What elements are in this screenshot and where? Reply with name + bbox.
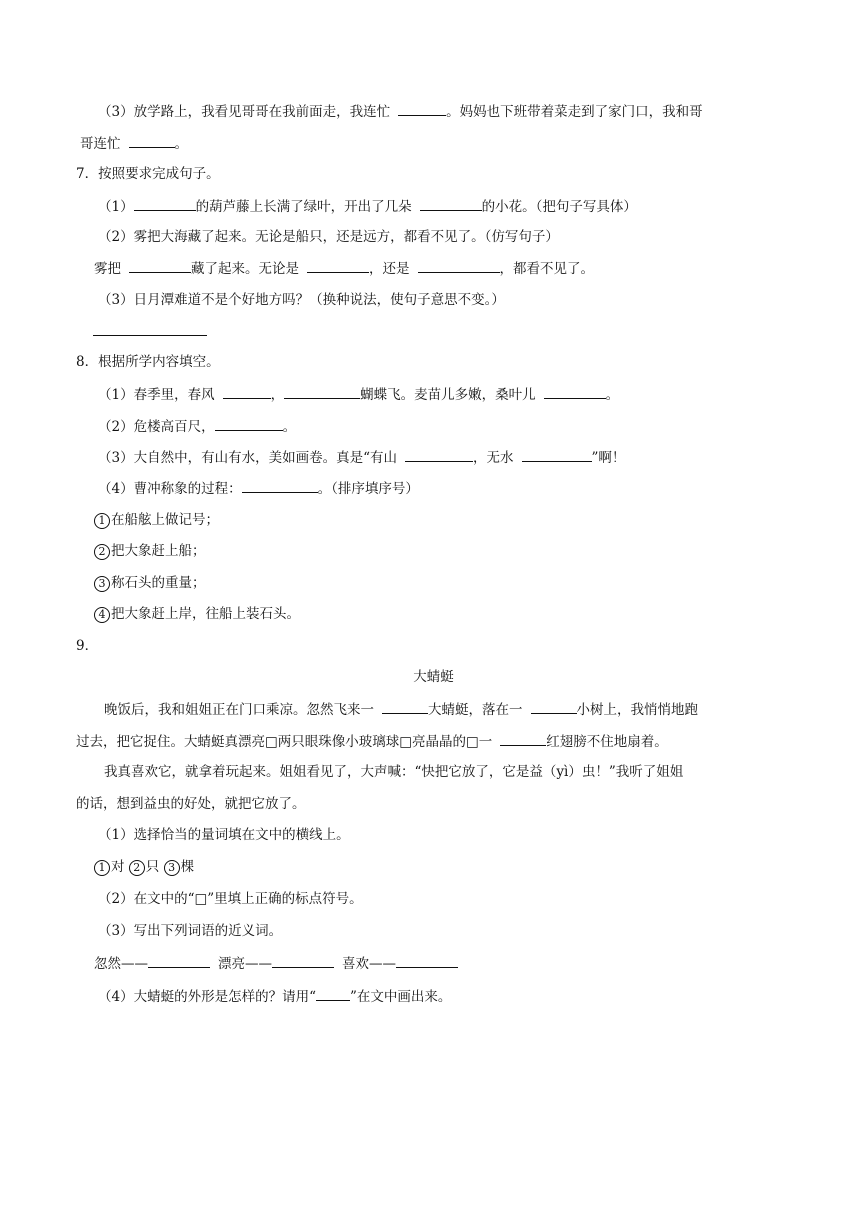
q6-item3-line1: （3）放学路上，我看见哥哥在我前面走，我连忙 。妈妈也下班带着菜走到了家门口，我和哥 (98, 101, 703, 122)
q7-item3-answer-line[interactable] (93, 335, 207, 336)
answer-blank[interactable] (522, 447, 592, 462)
answer-blank[interactable] (418, 258, 500, 273)
q8-item1: （1）春季里，春风 ， 蝴蝶飞。麦苗儿多嫩，桑叶儿 。 (98, 384, 619, 405)
passage-line: 我真喜欢它，就拿着玩起来。姐姐看见了，大声喊：“快把它放了，它是益（yì）虫！”我听了姐姐 (104, 764, 684, 780)
q8-heading: 8．根据所学内容填空。 (76, 354, 220, 370)
answer-blank[interactable] (223, 384, 271, 399)
answer-blank[interactable] (382, 699, 428, 714)
q8-option: 1 在船舷上做记号； (94, 510, 219, 530)
q8-item2: （2）危楼高百尺， 。 (98, 416, 296, 437)
answer-blank[interactable] (405, 447, 473, 462)
q8-item4: （4）曹冲称象的过程： 。（排序填序号） (98, 478, 419, 499)
answer-blank[interactable] (500, 731, 546, 746)
answer-blank[interactable] (420, 196, 482, 211)
q9-synonyms: 忽然—— 漂亮—— 喜欢—— (94, 953, 458, 974)
answer-blank[interactable] (134, 196, 196, 211)
q7-heading: 7．按照要求完成句子。 (76, 166, 220, 182)
answer-blank[interactable] (215, 416, 283, 431)
answer-blank[interactable] (531, 699, 577, 714)
answer-blank[interactable] (129, 133, 175, 148)
q6-item3-line2: 哥连忙 。 (80, 133, 188, 154)
q8-option: 4 把大象赶上岸，往船上装石头。 (94, 604, 300, 624)
q9-choices: 1 对 2 只 3 棵 (94, 857, 194, 877)
passage-line: 的话，想到益虫的好处，就把它放了。 (76, 796, 306, 812)
answer-blank[interactable] (272, 953, 334, 968)
passage-title: 大蜻蜓 (413, 669, 454, 685)
answer-blank[interactable] (544, 384, 606, 399)
q9-item2: （2）在文中的“□”里填上正确的标点符号。 (98, 891, 363, 907)
answer-blank[interactable] (148, 953, 210, 968)
passage-line: 过去，把它捉住。大蜻蜓真漂亮□两只眼珠像小玻璃球□亮晶晶的□一 红翅膀不住地扇着。 (76, 731, 668, 752)
q9-item4: （4）大蜻蜓的外形是怎样的？请用“ ”在文中画出来。 (98, 986, 451, 1007)
q9-heading: 9． (76, 638, 99, 654)
q9-item3: （3）写出下列词语的近义词。 (98, 923, 283, 939)
answer-blank[interactable] (398, 101, 446, 116)
q8-option: 3 称石头的重量； (94, 573, 206, 593)
passage-line: 晚饭后，我和姐姐正在门口乘凉。忽然飞来一 大蜻蜓，落在一 小树上，我悄悄地跑 (104, 699, 698, 720)
q8-item3: （3）大自然中，有山有水，美如画卷。真是“有山 ，无水 ”啊！ (98, 447, 625, 468)
answer-blank[interactable] (396, 953, 458, 968)
answer-blank[interactable] (284, 384, 360, 399)
answer-blank[interactable] (307, 258, 369, 273)
q9-item1: （1）选择恰当的量词填在文中的横线上。 (98, 827, 350, 843)
q8-option: 2 把大象赶上船； (94, 541, 206, 561)
q7-item2-answer: 雾把 藏了起来。无论是 ，还是 ，都看不见了。 (94, 258, 594, 279)
underline-sample (316, 986, 350, 1001)
q7-item3: （3）日月潭难道不是个好地方吗？（换种说法，使句子意思不变。） (98, 292, 505, 308)
answer-blank[interactable] (129, 258, 191, 273)
q7-item2: （2）雾把大海藏了起来。无论是船只，还是远方，都看不见了。（仿写句子） (98, 229, 559, 245)
answer-blank[interactable] (242, 478, 318, 493)
q7-item1: （1） 的葫芦藤上长满了绿叶，开出了几朵 的小花。（把句子写具体） (98, 196, 637, 217)
